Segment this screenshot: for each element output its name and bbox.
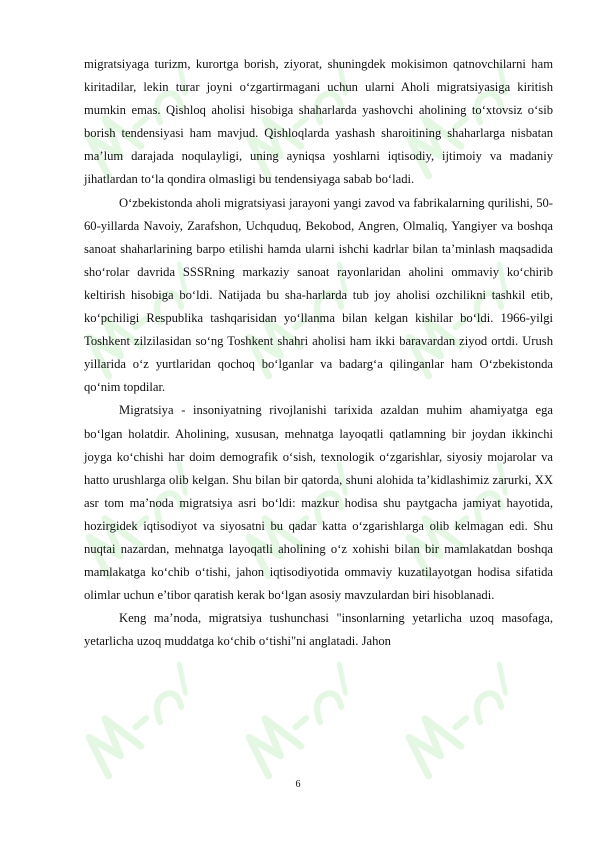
paragraph-4: Keng ma’noda, migratsiya tushunchasi "insonlarning yetarlicha uzoq masofaga, yetarlicha uzoq muddatga ko‘chib o‘tishi"ni anglatadi. Jahon <box>84 611 553 649</box>
watermark-mark <box>239 660 365 776</box>
paragraph-2: O‘zbekistonda aholi migratsiyasi jarayoni yangi zavod va fabrikalarning qurilishi, 50-60-yillarda Navoiy, Zarafshon, Uchquduq, Bekobod, Angren, Olmaliq, Yangiyer va boshqa sanoat shaharlarining barpo etilishi hamda ularni ishchi kadrlar bilan ta’minlash maqsadida sho‘rolar davrida SSSRning markaziy sanoat rayonlaridan aholini ommaviy ko‘chirib keltirish hisobiga bo‘ldi. Natijada bu sha-harlarda tub joy aholisi ozchilikni tashkil etib, ko‘pchiligi Respublika tashqarisidan yo‘llanma bilan kelgan kishilar bo‘ldi. 1966-yilgi Toshkent zilzilasidan so‘ng Toshkent shahri aholisi ham ikki baravardan ziyod ortdi. Urush yillarida o‘z yurtlaridan qochoq bo‘lganlar va badarg‘a qilinganlar ham O‘zbekistonda qo‘nim topdilar. <box>84 195 553 395</box>
paragraph-1: migratsiyaga turizm, kurortga borish, ziyorat, shuningdek mokisimon qatnovchilarni ham kiritadilar, lekin turar joyni o‘zgartirmagani uchun ularni Aholi migratsiyasiga kiritish mumkin emas. Qishloq aholisi hisobiga shaharlarda yashovchi aholining to‘xtovsiz o‘sib borish tendensiyasi ham mavjud. Qishloqlarda yashash sharoitining shaharlarga nisbatan ma’lum darajada noqulayligi, uning ayniqsa yoshlarni iqtisodiy, ijtimoiy va madaniy jihatlardan to‘la qondira olmasligi bu tendensiyaga sabab bo‘ladi. <box>84 57 553 187</box>
page-number: 6 <box>295 779 301 790</box>
watermark-mark <box>79 660 205 776</box>
watermark-mark <box>399 660 525 776</box>
paragraph-3: Migratsiya - insoniyatning rivojlanishi tarixida azaldan muhim ahamiyatga ega bo‘lgan holatdir. Aholining, xususan, mehnatga layoqatli qatlamning bir joydan ikkinchi joyga ko‘chishi har doim demografik o‘sish, texnologik o‘zgarishlar, siyosiy mojarolar va hatto urushlarga olib kelgan. Shu bilan bir qatorda, shuni alohida ta’kidlashimiz zarurki, XX asr tom ma’noda migratsiya asri bo‘ldi: mazkur hodisa shu paytgacha jamiyat hayotida, hozirgidek iqtisodiyot va siyosatni bu qadar katta o‘zgarishlarga olib kelmagan edi. Shu nuqtai nazardan, mehnatga layoqatli aholining o‘z xohishi bilan bir mamlakatdan boshqa mamlakatga ko‘chib o‘tishi, jahon iqtisodiyotida ommaviy kuzatilayotgan hodisa sifatida olimlar uchun e’tibor qaratish kerak bo‘lgan asosiy mavzulardan biri hisoblanadi. <box>84 403 553 603</box>
document-body <box>84 53 553 653</box>
